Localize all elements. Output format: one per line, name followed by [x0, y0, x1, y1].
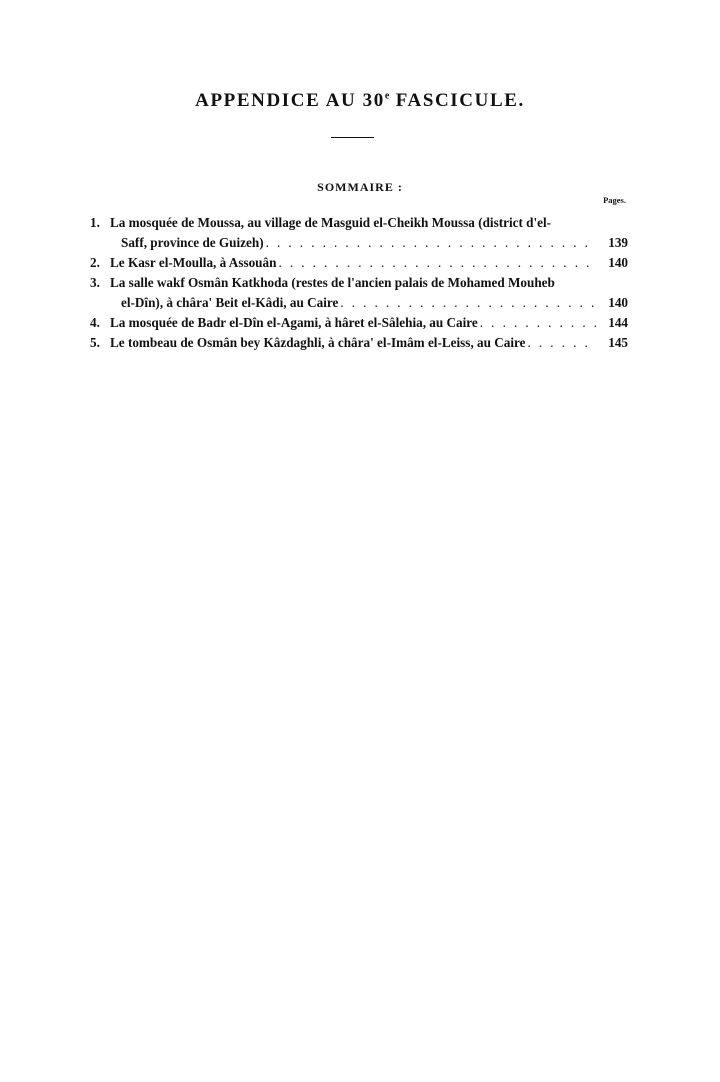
table-of-contents — [90, 213, 628, 353]
toc-entry — [90, 273, 628, 313]
entry-page: 139 — [608, 235, 628, 250]
entry-number: 4. — [90, 315, 100, 330]
entry-number: 5. — [90, 335, 100, 350]
dot-leader — [266, 233, 596, 253]
entry-number: 3. — [90, 275, 100, 290]
title-superscript: e — [384, 90, 390, 102]
entry-line — [90, 333, 628, 353]
entry-line — [90, 233, 628, 253]
entry-page: 145 — [608, 335, 628, 350]
entry-page: 140 — [608, 255, 628, 270]
entry-line — [90, 293, 628, 313]
entry-line — [90, 313, 628, 333]
dot-leader — [278, 253, 596, 273]
summary-heading: SOMMAIRE : — [317, 180, 403, 194]
entry-text: La salle wakf Osmân Katkhoda (restes de l'ancien palais de Mohamed Mouheb — [110, 275, 555, 290]
page-title — [0, 90, 720, 112]
toc-entry — [90, 333, 628, 353]
toc-entry — [90, 213, 628, 253]
entry-text: Le tombeau de Osmân bey Kâzdaghli, à châra' el-Imâm el-Leiss, au Caire — [110, 335, 526, 350]
entry-line — [90, 253, 628, 273]
dot-leader — [480, 313, 596, 333]
pages-label: Pages. — [603, 195, 626, 205]
entry-text: Saff, province de Guizeh) — [121, 235, 264, 250]
entry-line — [90, 213, 628, 233]
dot-leader — [528, 333, 596, 353]
title-rest: FASCICULE. — [395, 90, 525, 111]
title-main: APPENDICE AU 30 — [195, 90, 385, 111]
toc-entry — [90, 313, 628, 333]
title-rule — [331, 137, 374, 138]
entry-text: La mosquée de Badr el-Dîn el-Agami, à hâret el-Sâlehia, au Caire — [110, 315, 478, 330]
entry-number: 1. — [90, 215, 100, 230]
entry-line — [90, 273, 628, 293]
entry-number: 2. — [90, 255, 100, 270]
entry-page: 144 — [608, 315, 628, 330]
entry-page: 140 — [608, 295, 628, 310]
entry-text: Le Kasr el-Moulla, à Assouân — [110, 255, 277, 270]
dot-leader — [340, 293, 596, 313]
toc-entry — [90, 253, 628, 273]
entry-text: La mosquée de Moussa, au village de Masguid el-Cheikh Moussa (district d'el- — [110, 215, 552, 230]
entry-text: el-Dîn), à châra' Beit el-Kâdi, au Caire — [121, 295, 339, 310]
